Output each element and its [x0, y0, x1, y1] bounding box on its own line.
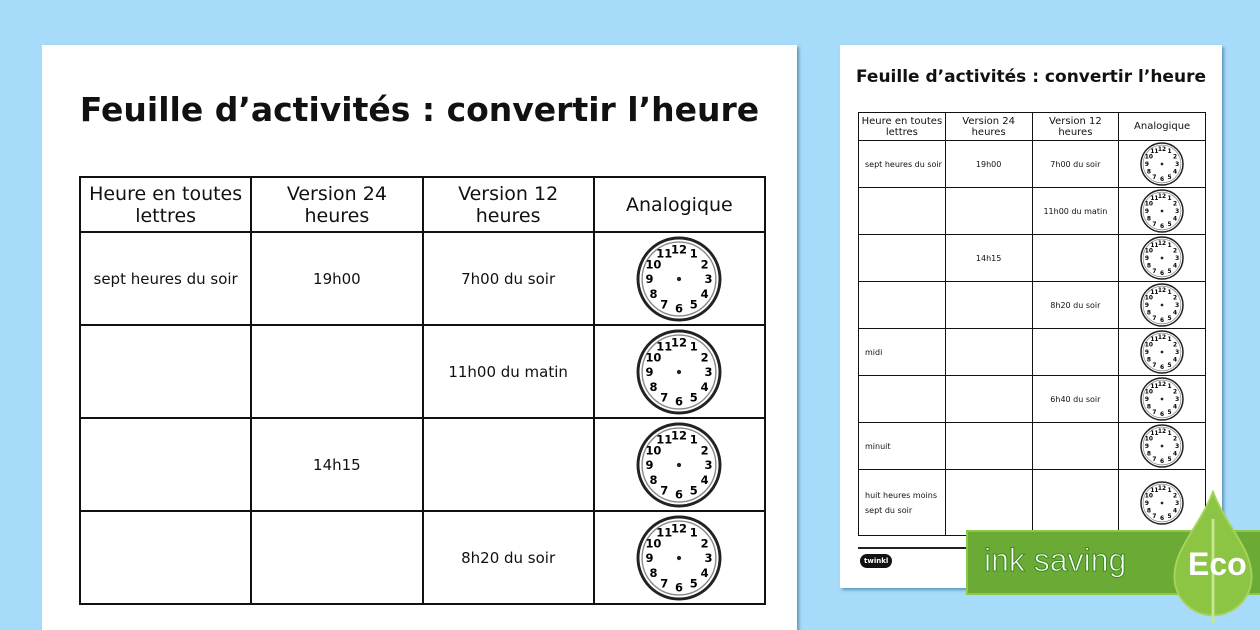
svg-text:6: 6 [1160, 412, 1165, 419]
svg-text:7: 7 [1152, 410, 1157, 417]
table-cell [945, 282, 1032, 329]
svg-text:1: 1 [690, 525, 699, 540]
column-header: Analogique [1119, 113, 1206, 141]
svg-text:10: 10 [645, 442, 662, 457]
svg-text:9: 9 [1144, 350, 1150, 357]
svg-text:12: 12 [1158, 193, 1167, 200]
svg-text:12: 12 [1158, 381, 1167, 388]
svg-text:7: 7 [1152, 457, 1157, 464]
svg-text:3: 3 [1175, 303, 1180, 310]
svg-text:1: 1 [690, 339, 699, 354]
analog-clock-icon [636, 236, 722, 322]
table-cell [423, 418, 594, 511]
svg-text:10: 10 [1144, 389, 1154, 396]
svg-text:6: 6 [1160, 459, 1165, 466]
svg-text:1: 1 [690, 432, 699, 447]
table-cell: 7h00 du soir [423, 232, 594, 325]
svg-text:3: 3 [1175, 397, 1180, 404]
svg-text:10: 10 [645, 256, 662, 271]
svg-text:7: 7 [1152, 363, 1157, 370]
table-cell [80, 511, 251, 604]
svg-text:2: 2 [1173, 389, 1178, 396]
svg-text:1: 1 [1167, 337, 1172, 344]
analog-clock-icon [636, 515, 722, 601]
svg-text:11: 11 [1150, 431, 1159, 438]
table-cell: sept heures du soir [859, 141, 946, 188]
svg-text:9: 9 [645, 271, 654, 286]
svg-text:2: 2 [700, 535, 709, 550]
svg-text:5: 5 [1167, 175, 1172, 182]
clock-cell [594, 418, 765, 511]
svg-text:3: 3 [1175, 162, 1180, 169]
worksheet-preview-large [42, 45, 797, 630]
table-cell: 8h20 du soir [1032, 282, 1119, 329]
worksheet-title: Feuille d’activités : convertir l’heure [79, 90, 760, 129]
svg-text:2: 2 [1173, 201, 1178, 208]
svg-text:5: 5 [690, 483, 699, 498]
svg-text:4: 4 [1173, 357, 1178, 364]
table-row [859, 376, 1206, 423]
svg-text:8: 8 [1146, 357, 1152, 364]
svg-text:1: 1 [1167, 196, 1172, 203]
svg-text:3: 3 [1175, 500, 1180, 507]
svg-text:11: 11 [656, 339, 673, 354]
svg-text:6: 6 [1160, 318, 1165, 325]
table-cell [945, 188, 1032, 235]
svg-text:9: 9 [1144, 162, 1150, 169]
table-row [859, 188, 1206, 235]
clock-cell [594, 511, 765, 604]
table-cell [1032, 329, 1119, 376]
table-cell: 14h15 [251, 418, 422, 511]
table-cell [1032, 470, 1119, 536]
svg-text:1: 1 [1167, 290, 1172, 297]
table-cell: 11h00 du matin [1032, 188, 1119, 235]
svg-text:1: 1 [1167, 384, 1172, 391]
table-cell [945, 329, 1032, 376]
svg-text:10: 10 [1144, 342, 1154, 349]
svg-text:12: 12 [1158, 485, 1167, 492]
svg-text:6: 6 [675, 301, 684, 316]
table-cell [945, 423, 1032, 470]
svg-text:7: 7 [1152, 175, 1157, 182]
svg-text:8: 8 [649, 472, 658, 487]
clock-cell [1119, 376, 1206, 423]
svg-text:2: 2 [1173, 248, 1178, 255]
table-row [859, 235, 1206, 282]
svg-text:2: 2 [1173, 295, 1178, 302]
svg-text:1: 1 [1167, 487, 1172, 494]
svg-text:5: 5 [690, 297, 699, 312]
clock-cell [1119, 141, 1206, 188]
ink-saving-label: ink saving [984, 542, 1127, 578]
analog-clock-icon [1139, 329, 1185, 375]
svg-text:5: 5 [1167, 513, 1172, 520]
svg-text:8: 8 [1146, 216, 1152, 223]
column-header: Analogique [594, 177, 765, 232]
svg-text:7: 7 [1152, 513, 1157, 520]
svg-text:10: 10 [1144, 295, 1154, 302]
svg-text:4: 4 [700, 286, 709, 301]
table-cell [251, 511, 422, 604]
worksheet-preview-full [840, 45, 1222, 588]
svg-text:3: 3 [1175, 256, 1180, 263]
svg-text:12: 12 [671, 428, 688, 443]
svg-text:6: 6 [675, 487, 684, 502]
svg-text:3: 3 [704, 364, 713, 379]
table-cell: huit heures moins sept du soir [859, 470, 946, 536]
svg-text:11: 11 [656, 432, 673, 447]
svg-text:6: 6 [1160, 365, 1165, 372]
svg-text:9: 9 [1144, 444, 1150, 451]
svg-text:4: 4 [700, 472, 709, 487]
clock-cell [1119, 329, 1206, 376]
clock-cell [594, 232, 765, 325]
analog-clock-icon [1139, 188, 1185, 234]
svg-text:10: 10 [645, 349, 662, 364]
analog-clock-icon [1139, 141, 1185, 187]
table-row [80, 511, 765, 604]
svg-text:5: 5 [1167, 410, 1172, 417]
eco-leaf-icon [1167, 487, 1258, 625]
svg-text:4: 4 [1173, 508, 1178, 515]
table-cell: minuit [859, 423, 946, 470]
svg-text:2: 2 [700, 256, 709, 271]
table-cell [1032, 235, 1119, 282]
svg-text:9: 9 [645, 457, 654, 472]
svg-text:9: 9 [1144, 303, 1150, 310]
svg-text:8: 8 [1146, 310, 1152, 317]
table-row [80, 325, 765, 418]
svg-text:8: 8 [649, 286, 658, 301]
svg-text:10: 10 [1144, 201, 1154, 208]
twinkl-logo: twinkl [860, 554, 892, 568]
svg-text:5: 5 [1167, 316, 1172, 323]
table-cell: sept heures du soir [80, 232, 251, 325]
column-header: Version 12 heures [1032, 113, 1119, 141]
svg-text:10: 10 [1144, 248, 1154, 255]
svg-text:7: 7 [1152, 316, 1157, 323]
svg-text:2: 2 [700, 442, 709, 457]
svg-text:12: 12 [671, 242, 688, 257]
column-header: Version 24 heures [251, 177, 422, 232]
svg-text:6: 6 [675, 394, 684, 409]
svg-text:8: 8 [1146, 404, 1152, 411]
analog-clock-icon [1139, 235, 1185, 281]
svg-text:1: 1 [1167, 243, 1172, 250]
svg-text:7: 7 [660, 483, 669, 498]
svg-text:8: 8 [1146, 451, 1152, 458]
table-cell: 11h00 du matin [423, 325, 594, 418]
clock-cell [594, 325, 765, 418]
svg-text:12: 12 [1158, 287, 1167, 294]
clock-cell [1119, 188, 1206, 235]
svg-text:4: 4 [1173, 404, 1178, 411]
table-row [80, 232, 765, 325]
svg-text:12: 12 [1158, 146, 1167, 153]
svg-text:5: 5 [1167, 222, 1172, 229]
svg-text:7: 7 [1152, 269, 1157, 276]
svg-text:7: 7 [660, 390, 669, 405]
clock-cell [1119, 235, 1206, 282]
svg-text:5: 5 [1167, 363, 1172, 370]
column-header: Version 12 heures [423, 177, 594, 232]
clock-cell [1119, 282, 1206, 329]
column-header: Version 24 heures [945, 113, 1032, 141]
svg-text:6: 6 [1160, 177, 1165, 184]
svg-text:12: 12 [671, 335, 688, 350]
table-cell [945, 470, 1032, 536]
svg-text:6: 6 [1160, 515, 1165, 522]
svg-text:6: 6 [675, 580, 684, 595]
svg-text:4: 4 [1173, 310, 1178, 317]
svg-text:7: 7 [660, 297, 669, 312]
svg-text:8: 8 [1146, 508, 1152, 515]
svg-text:4: 4 [1173, 263, 1178, 270]
svg-text:12: 12 [1158, 428, 1167, 435]
svg-text:11: 11 [1150, 487, 1159, 494]
svg-text:2: 2 [1173, 342, 1178, 349]
table-cell [251, 325, 422, 418]
clock-cell [1119, 423, 1206, 470]
svg-text:8: 8 [1146, 263, 1152, 270]
svg-text:12: 12 [1158, 334, 1167, 341]
svg-text:4: 4 [1173, 169, 1178, 176]
svg-text:3: 3 [704, 550, 713, 565]
svg-text:9: 9 [645, 364, 654, 379]
svg-text:10: 10 [1144, 493, 1154, 500]
svg-text:1: 1 [1167, 149, 1172, 156]
table-cell [1032, 423, 1119, 470]
svg-text:8: 8 [1146, 169, 1152, 176]
table-cell [80, 325, 251, 418]
table-row [859, 470, 1206, 536]
table-cell [859, 376, 946, 423]
svg-text:5: 5 [690, 576, 699, 591]
svg-text:5: 5 [690, 390, 699, 405]
table-cell [945, 376, 1032, 423]
svg-text:5: 5 [1167, 269, 1172, 276]
conversion-table [858, 112, 1206, 536]
table-cell [859, 282, 946, 329]
column-header: Heure en toutes lettres [859, 113, 946, 141]
analog-clock-icon [1139, 423, 1185, 469]
svg-text:8: 8 [649, 379, 658, 394]
svg-text:11: 11 [656, 246, 673, 261]
svg-text:11: 11 [1150, 243, 1159, 250]
svg-text:1: 1 [690, 246, 699, 261]
table-cell: 8h20 du soir [423, 511, 594, 604]
svg-text:9: 9 [1144, 256, 1150, 263]
svg-text:3: 3 [1175, 209, 1180, 216]
table-row [859, 423, 1206, 470]
svg-text:3: 3 [1175, 350, 1180, 357]
table-row [859, 141, 1206, 188]
svg-text:3: 3 [704, 271, 713, 286]
table-cell: 6h40 du soir [1032, 376, 1119, 423]
svg-text:7: 7 [660, 576, 669, 591]
table-cell [80, 418, 251, 511]
table-row [859, 329, 1206, 376]
svg-text:9: 9 [1144, 209, 1150, 216]
svg-text:2: 2 [1173, 154, 1178, 161]
svg-text:2: 2 [700, 349, 709, 364]
svg-text:12: 12 [671, 521, 688, 536]
table-cell: 14h15 [945, 235, 1032, 282]
svg-text:4: 4 [1173, 451, 1178, 458]
table-cell [859, 188, 946, 235]
analog-clock-icon [1139, 282, 1185, 328]
svg-text:10: 10 [1144, 436, 1154, 443]
analog-clock-icon [1139, 376, 1185, 422]
column-header: Heure en toutes lettres [80, 177, 251, 232]
svg-text:9: 9 [1144, 500, 1150, 507]
svg-text:4: 4 [700, 565, 709, 580]
svg-text:11: 11 [1150, 196, 1159, 203]
worksheet-title: Feuille d’activités : convertir l’heure [856, 67, 1206, 87]
svg-text:6: 6 [1160, 224, 1165, 231]
analog-clock-icon [636, 422, 722, 508]
table-cell: midi [859, 329, 946, 376]
svg-text:7: 7 [1152, 222, 1157, 229]
eco-label: Eco [1188, 546, 1247, 582]
svg-text:2: 2 [1173, 436, 1178, 443]
svg-text:2: 2 [1173, 493, 1178, 500]
table-cell: 19h00 [251, 232, 422, 325]
svg-text:9: 9 [1144, 397, 1150, 404]
table-cell: 19h00 [945, 141, 1032, 188]
svg-text:10: 10 [645, 535, 662, 550]
conversion-table [79, 176, 766, 605]
svg-text:3: 3 [704, 457, 713, 472]
svg-text:12: 12 [1158, 240, 1167, 247]
svg-text:11: 11 [1150, 384, 1159, 391]
svg-text:11: 11 [656, 525, 673, 540]
svg-text:4: 4 [1173, 216, 1178, 223]
svg-text:3: 3 [1175, 444, 1180, 451]
svg-text:1: 1 [1167, 431, 1172, 438]
table-cell [859, 235, 946, 282]
svg-text:4: 4 [700, 379, 709, 394]
svg-text:8: 8 [649, 565, 658, 580]
svg-text:5: 5 [1167, 457, 1172, 464]
svg-text:11: 11 [1150, 149, 1159, 156]
table-cell: 7h00 du soir [1032, 141, 1119, 188]
svg-text:11: 11 [1150, 337, 1159, 344]
table-row [859, 282, 1206, 329]
table-row [80, 418, 765, 511]
svg-text:6: 6 [1160, 271, 1165, 278]
svg-text:9: 9 [645, 550, 654, 565]
svg-text:10: 10 [1144, 154, 1154, 161]
analog-clock-icon [636, 329, 722, 415]
svg-text:11: 11 [1150, 290, 1159, 297]
